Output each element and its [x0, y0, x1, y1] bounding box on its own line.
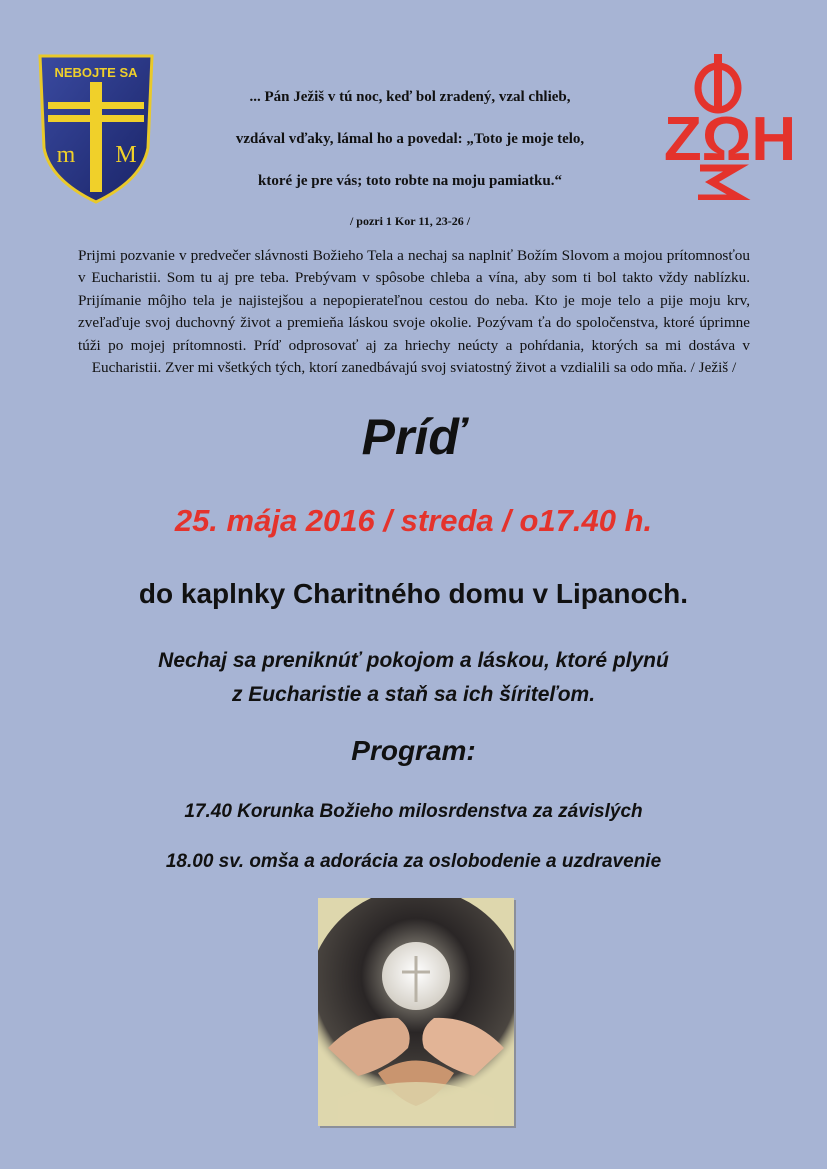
- quote-line-3: ktoré je pre vás; toto robte na moju pamiatku.“: [257, 173, 562, 189]
- program-item-2: 18.00 sv. omša a adorácia za oslobodenie a uzdravenie: [165, 851, 662, 872]
- logo-right-text: ZΩH: [663, 105, 797, 174]
- logo-letter-M: M: [115, 142, 137, 168]
- event-date: 25. mája 2016 / streda / o17.40 h.: [174, 503, 653, 538]
- invite-line-1: Nechaj sa preniknúť pokojom a láskou, ktoré plynú: [158, 649, 669, 672]
- event-place: do kaplnky Charitného domu v Lipanoch.: [138, 578, 689, 609]
- nebojte-sa-logo: [34, 52, 158, 204]
- quote-reference: / pozri 1 Kor 11, 23-26 /: [349, 214, 471, 228]
- invite-line-2: z Eucharistie a staň sa ich šíriteľom.: [231, 683, 596, 706]
- eucharist-photo: [318, 898, 514, 1126]
- headline: Príď: [361, 409, 466, 465]
- quote-line-1: ... Pán Ježiš v tú noc, keď bol zradený, vzal chlieb,: [249, 89, 571, 105]
- scripture-quote: [170, 86, 650, 252]
- program-title: Program:: [351, 735, 476, 766]
- logo-letter-m: m: [56, 142, 76, 168]
- host-illustration: [318, 898, 514, 1126]
- logo-left-text: NEBOJTE SA: [54, 65, 138, 80]
- zoe-logo: [648, 48, 810, 200]
- invitation-paragraph: Prijmi pozvanie v predvečer slávnosti Božieho Tela a nechaj sa naplniť Božím Slovom a mojou prítomnosťou v Eucharistii. Som tu aj pre teba. Prebývam v spôsobe chleba a vína, aby som ti bol takto vždy nablízku. Prijímanie môjho tela je najistejšou a nepopierateľnou cestou do neba. Kto je moje telo a pije moju krv, zveľaďuje svoj duchovný život a premieňa láskou svoje okolie. Pozývam ťa do spoločenstva, ktoré úprimne túži po mojej prítomnosti. Príď odprosovať aj za hriechy neúcty a pohŕdania, ktorých sa mi dostáva v Eucharistii. Zver mi všetkých tých, ktorí zanedbávajú svoj sviatostný život a vzdialili sa odo mňa. / Ježiš /: [78, 247, 750, 377]
- program-item-1: 17.40 Korunka Božieho milosrdenstva za závislých: [184, 801, 643, 822]
- invite-text: [0, 644, 827, 712]
- quote-line-2: vzdával vďaky, lámal ho a povedal: „Toto je moje telo,: [235, 131, 585, 147]
